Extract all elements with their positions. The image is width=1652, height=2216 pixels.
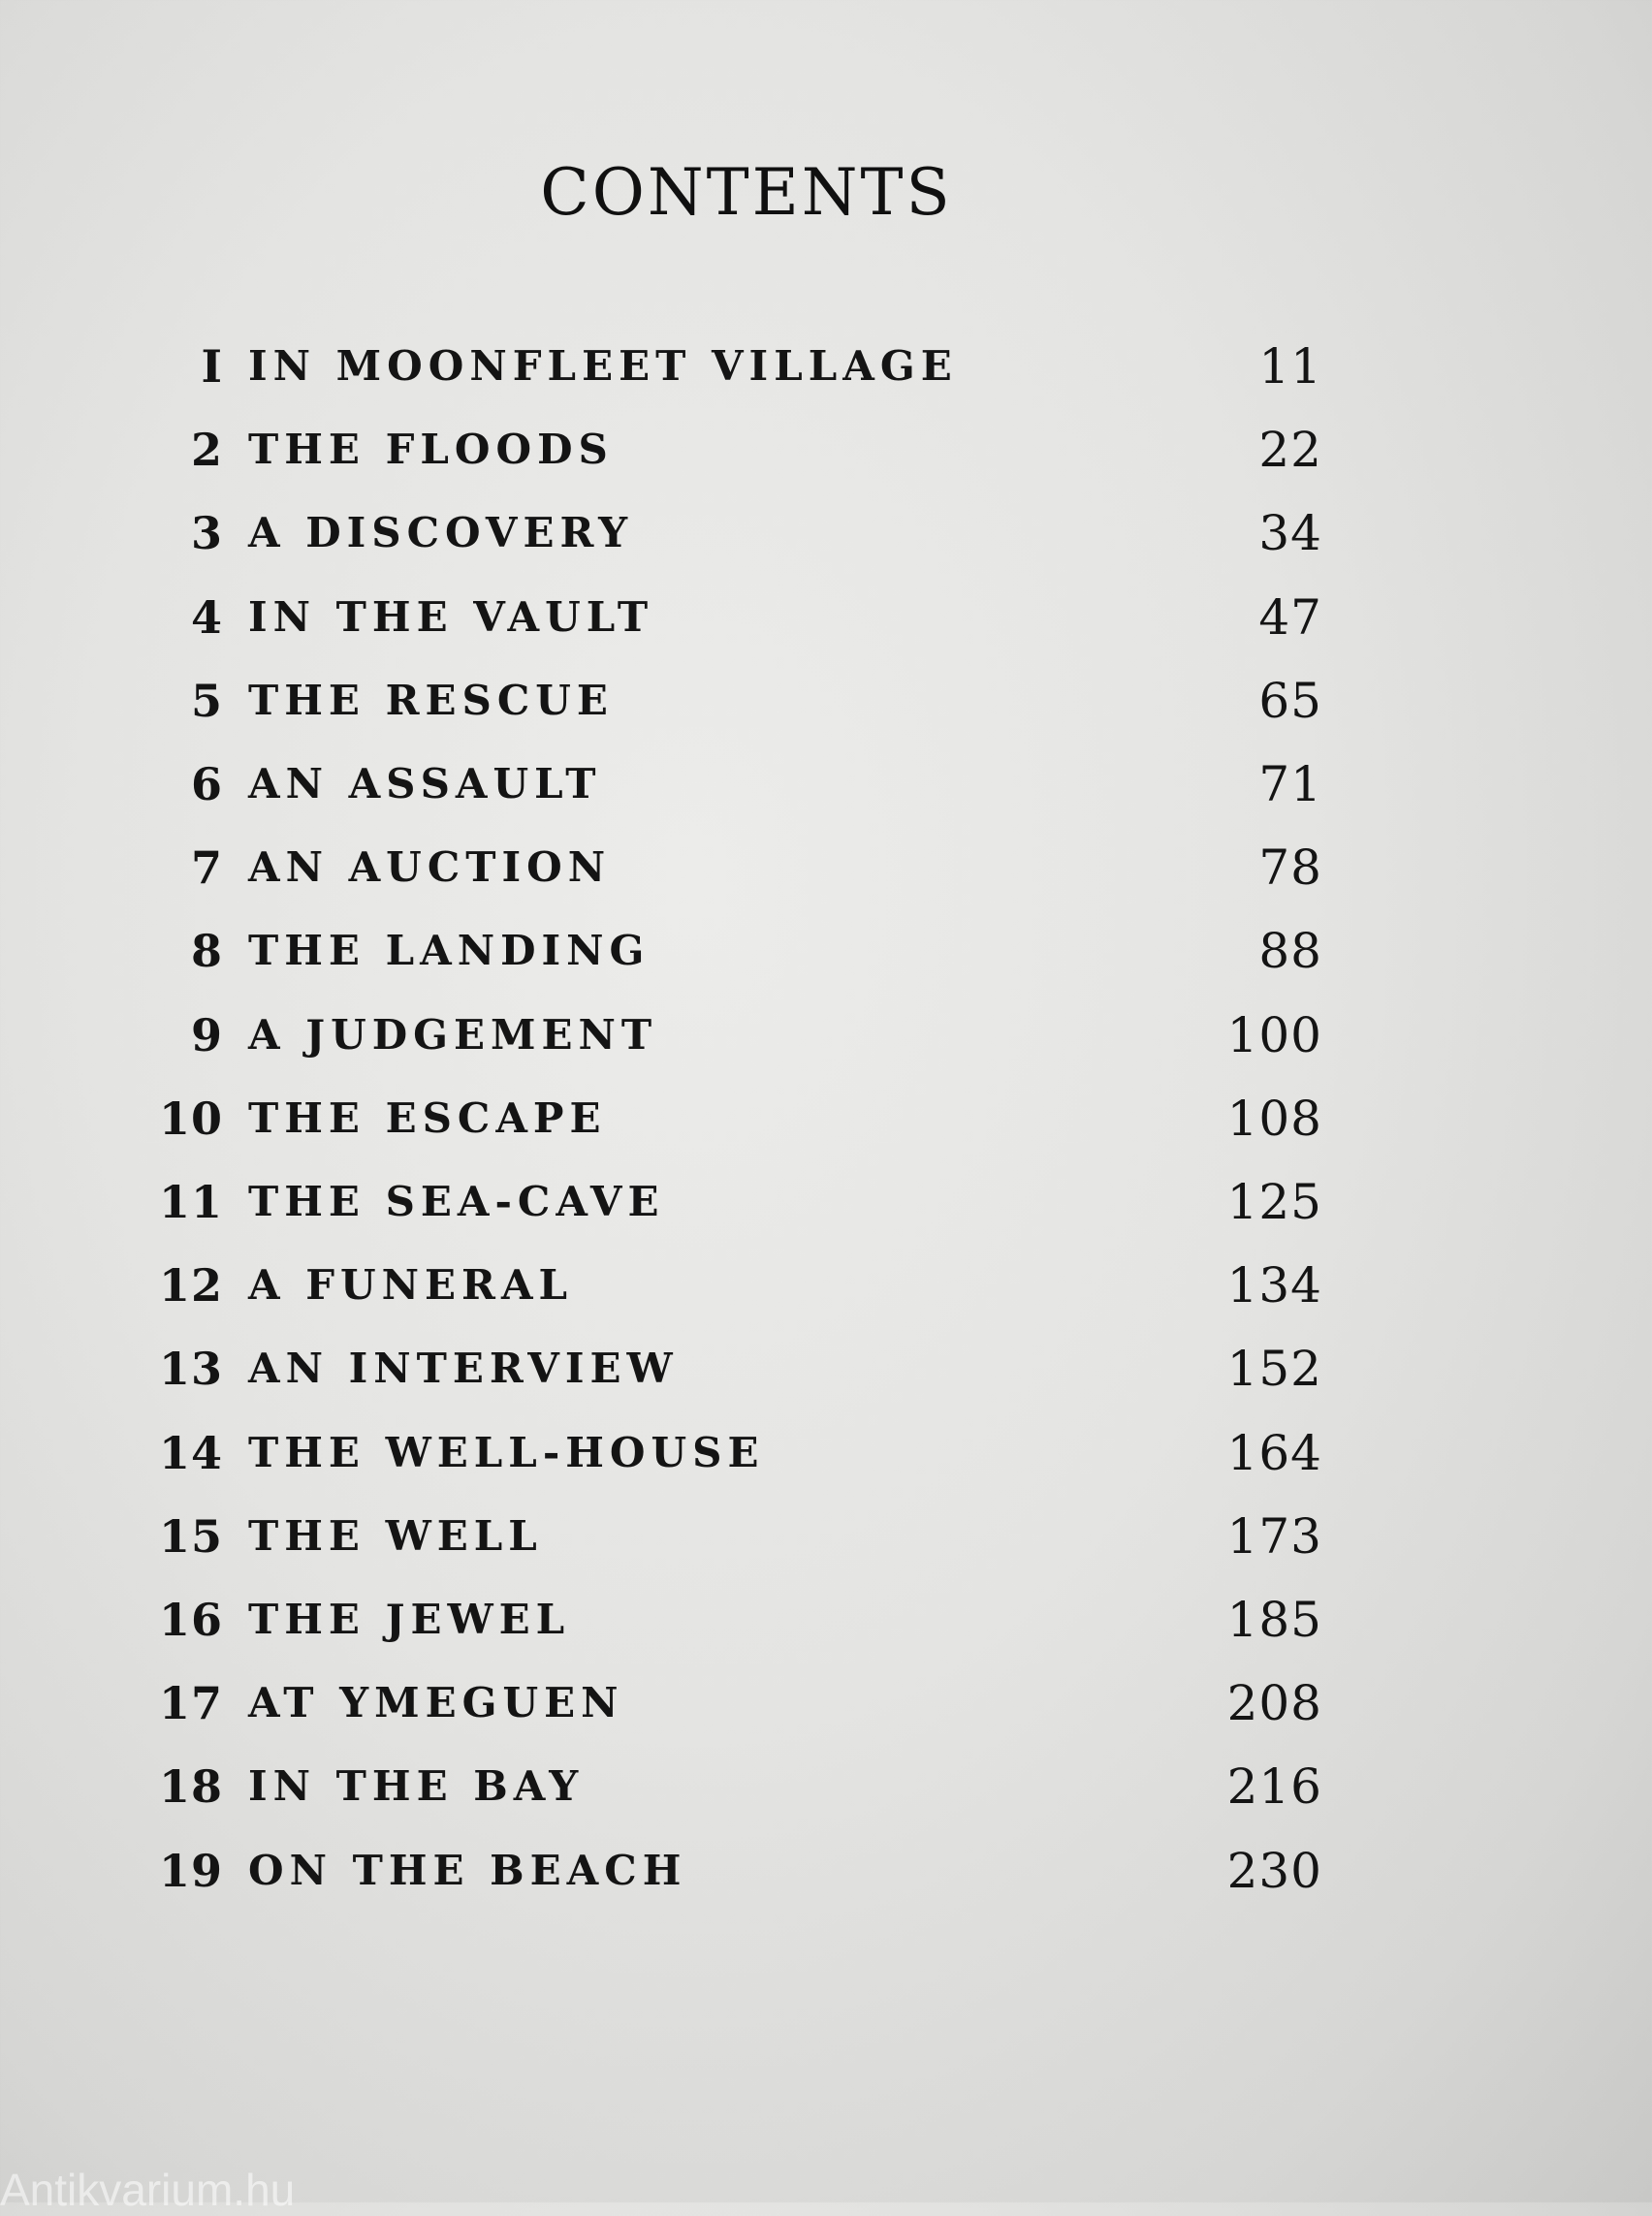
chapter-title: A FUNERAL — [248, 1261, 574, 1309]
chapter-title: ON THE BEACH — [248, 1847, 687, 1894]
chapter-number: 6 — [190, 758, 223, 810]
chapter-title: IN THE VAULT — [248, 593, 654, 641]
chapter-title: AN AUCTION — [248, 843, 612, 891]
chapter-title: THE FLOODS — [248, 426, 614, 473]
chapter-number: 14 — [158, 1427, 223, 1479]
page-number: 125 — [1226, 1174, 1322, 1230]
chapter-title: A JUDGEMENT — [248, 1011, 658, 1059]
toc-row — [0, 917, 1652, 985]
toc-row — [0, 1001, 1652, 1069]
page-number: 78 — [1258, 839, 1322, 896]
page-number: 216 — [1226, 1758, 1322, 1815]
page-number: 185 — [1226, 1592, 1322, 1648]
chapter-number: 19 — [158, 1845, 223, 1897]
page-number: 47 — [1258, 589, 1322, 646]
page-number: 100 — [1226, 1007, 1322, 1063]
page-number: 71 — [1258, 756, 1322, 812]
chapter-title: THE WELL — [248, 1512, 543, 1560]
chapter-title: IN THE BAY — [248, 1762, 585, 1810]
chapter-title: THE SEA-CAVE — [248, 1178, 665, 1225]
toc-row — [0, 1503, 1652, 1570]
toc-row — [0, 1335, 1652, 1403]
page-number: 88 — [1258, 923, 1322, 979]
page-number: 152 — [1226, 1341, 1322, 1397]
toc-row — [0, 667, 1652, 735]
chapter-number: 4 — [190, 591, 223, 644]
page-number: 65 — [1258, 673, 1322, 729]
toc-row — [0, 834, 1652, 902]
toc-row — [0, 499, 1652, 567]
chapter-number: 5 — [190, 675, 223, 727]
chapter-number: I — [201, 340, 223, 393]
page-number: 22 — [1258, 422, 1322, 478]
watermark: Antikvarium.hu — [0, 2165, 296, 2215]
chapter-title: AT YMEGUEN — [248, 1679, 624, 1726]
chapter-title: AN INTERVIEW — [248, 1345, 679, 1392]
chapter-number: 15 — [158, 1510, 223, 1563]
chapter-number: 17 — [158, 1677, 223, 1729]
toc-row — [0, 584, 1652, 651]
toc-row — [0, 750, 1652, 818]
chapter-number: 12 — [158, 1259, 223, 1312]
page-number: 11 — [1258, 338, 1322, 395]
chapter-number: 18 — [158, 1760, 223, 1813]
page-number: 230 — [1226, 1843, 1322, 1899]
chapter-title: AN ASSAULT — [248, 760, 602, 807]
toc-row — [0, 1669, 1652, 1737]
chapter-number: 8 — [190, 925, 223, 977]
chapter-number: 10 — [158, 1092, 223, 1145]
chapter-number: 7 — [190, 841, 223, 894]
toc-row — [0, 1085, 1652, 1153]
page-number: 208 — [1226, 1675, 1322, 1731]
chapter-title: THE JEWEL — [248, 1596, 571, 1643]
page-number: 34 — [1258, 505, 1322, 561]
chapter-number: 13 — [158, 1343, 223, 1395]
chapter-title: THE RESCUE — [248, 677, 614, 724]
page-number: 108 — [1226, 1091, 1322, 1147]
toc-row — [0, 1586, 1652, 1654]
chapter-title: IN MOONFLEET VILLAGE — [248, 342, 958, 390]
chapter-number: 11 — [158, 1176, 223, 1228]
toc-row — [0, 1251, 1652, 1319]
page-title: CONTENTS — [540, 155, 953, 230]
chapter-number: 9 — [190, 1009, 223, 1061]
toc-row — [0, 416, 1652, 484]
toc-row — [0, 1419, 1652, 1487]
page-number: 173 — [1226, 1508, 1322, 1565]
toc-row — [0, 1837, 1652, 1905]
chapter-title: THE LANDING — [248, 927, 651, 974]
toc-row — [0, 1753, 1652, 1820]
chapter-title: THE ESCAPE — [248, 1094, 607, 1142]
page-number: 134 — [1226, 1257, 1322, 1314]
page-number: 164 — [1226, 1425, 1322, 1481]
chapter-number: 2 — [190, 424, 223, 476]
chapter-number: 3 — [190, 507, 223, 559]
chapter-number: 16 — [158, 1594, 223, 1646]
chapter-title: A DISCOVERY — [248, 509, 634, 556]
toc-row — [0, 332, 1652, 400]
chapter-title: THE WELL-HOUSE — [248, 1429, 765, 1476]
toc-row — [0, 1168, 1652, 1236]
